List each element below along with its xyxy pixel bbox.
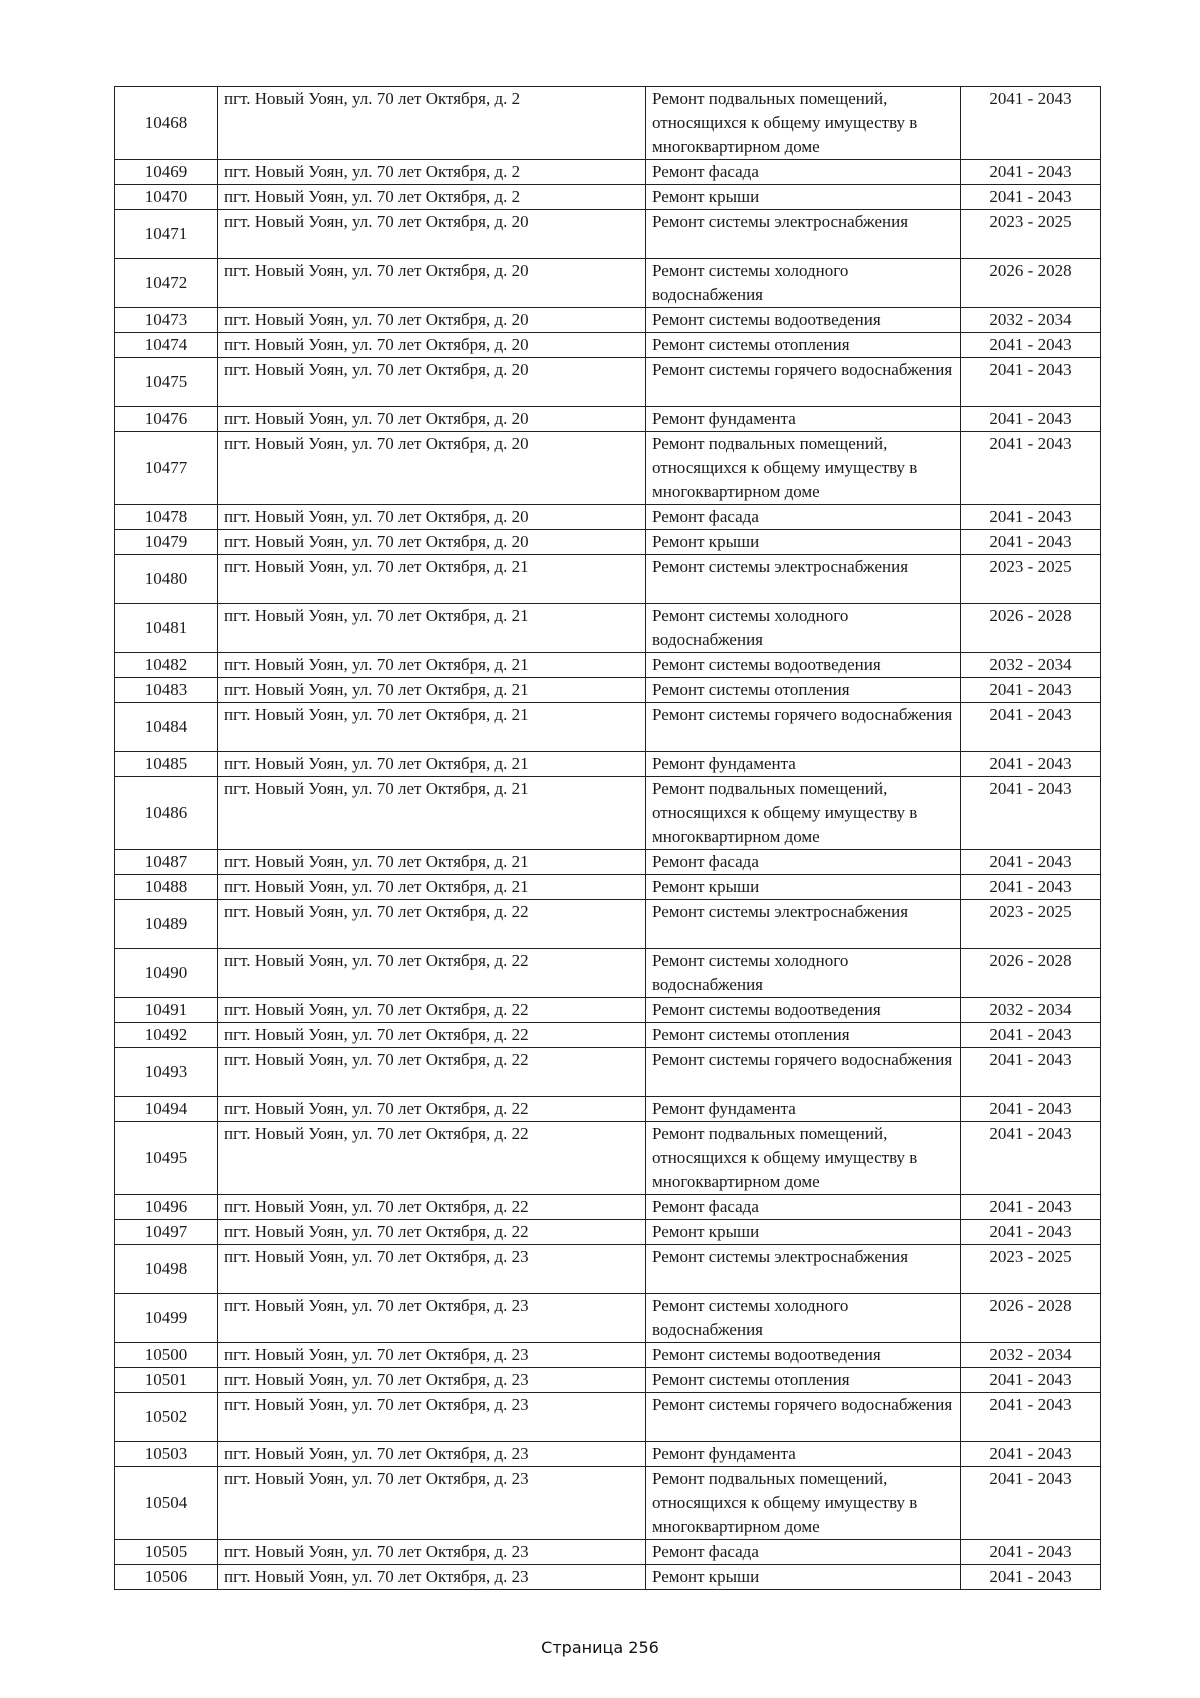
address-cell: пгт. Новый Уоян, ул. 70 лет Октября, д. 23 (218, 1343, 646, 1368)
row-number: 10481 (115, 604, 218, 653)
address-cell: пгт. Новый Уоян, ул. 70 лет Октября, д. 20 (218, 333, 646, 358)
period-cell: 2041 - 2043 (961, 185, 1101, 210)
row-number: 10490 (115, 949, 218, 998)
table-row (115, 1220, 1101, 1245)
table-row (115, 1294, 1101, 1343)
work-type-cell: Ремонт крыши (646, 875, 961, 900)
row-number: 10497 (115, 1220, 218, 1245)
table-row (115, 259, 1101, 308)
address-cell: пгт. Новый Уоян, ул. 70 лет Октября, д. 23 (218, 1442, 646, 1467)
address-cell: пгт. Новый Уоян, ул. 70 лет Октября, д. 20 (218, 210, 646, 259)
period-cell: 2041 - 2043 (961, 358, 1101, 407)
address-cell: пгт. Новый Уоян, ул. 70 лет Октября, д. 22 (218, 1195, 646, 1220)
work-type-cell: Ремонт крыши (646, 530, 961, 555)
table-row (115, 1368, 1101, 1393)
address-cell: пгт. Новый Уоян, ул. 70 лет Октября, д. 20 (218, 530, 646, 555)
period-cell: 2032 - 2034 (961, 308, 1101, 333)
period-cell: 2041 - 2043 (961, 1467, 1101, 1540)
work-type-cell: Ремонт фундамента (646, 752, 961, 777)
period-cell: 2041 - 2043 (961, 1097, 1101, 1122)
work-type-cell: Ремонт фундамента (646, 407, 961, 432)
address-cell: пгт. Новый Уоян, ул. 70 лет Октября, д. 21 (218, 653, 646, 678)
row-number: 10475 (115, 358, 218, 407)
address-cell: пгт. Новый Уоян, ул. 70 лет Октября, д. 22 (218, 1122, 646, 1195)
row-number: 10471 (115, 210, 218, 259)
work-type-cell: Ремонт системы холодного водоснабжения (646, 604, 961, 653)
address-cell: пгт. Новый Уоян, ул. 70 лет Октября, д. 22 (218, 1220, 646, 1245)
row-number: 10504 (115, 1467, 218, 1540)
period-cell: 2026 - 2028 (961, 604, 1101, 653)
work-type-cell: Ремонт системы горячего водоснабжения (646, 358, 961, 407)
page-number: Страница 256 (541, 1638, 659, 1657)
table-row (115, 1097, 1101, 1122)
work-type-cell: Ремонт подвальных помещений, относящихся к общему имуществу в многоквартирном доме (646, 777, 961, 850)
table-row (115, 678, 1101, 703)
table-row (115, 87, 1101, 160)
row-number: 10493 (115, 1048, 218, 1097)
table-row (115, 505, 1101, 530)
row-number: 10476 (115, 407, 218, 432)
row-number: 10483 (115, 678, 218, 703)
row-number: 10472 (115, 259, 218, 308)
row-number: 10479 (115, 530, 218, 555)
row-number: 10474 (115, 333, 218, 358)
address-cell: пгт. Новый Уоян, ул. 70 лет Октября, д. 20 (218, 432, 646, 505)
table-row (115, 1467, 1101, 1540)
work-type-cell: Ремонт системы горячего водоснабжения (646, 1048, 961, 1097)
period-cell: 2041 - 2043 (961, 777, 1101, 850)
period-cell: 2023 - 2025 (961, 210, 1101, 259)
period-cell: 2041 - 2043 (961, 1442, 1101, 1467)
address-cell: пгт. Новый Уоян, ул. 70 лет Октября, д. 22 (218, 949, 646, 998)
row-number: 10495 (115, 1122, 218, 1195)
row-number: 10480 (115, 555, 218, 604)
period-cell: 2023 - 2025 (961, 555, 1101, 604)
work-type-cell: Ремонт системы отопления (646, 1368, 961, 1393)
works-table (114, 86, 1101, 1590)
period-cell: 2041 - 2043 (961, 407, 1101, 432)
period-cell: 2041 - 2043 (961, 1048, 1101, 1097)
row-number: 10478 (115, 505, 218, 530)
table-row (115, 777, 1101, 850)
table-row (115, 1195, 1101, 1220)
address-cell: пгт. Новый Уоян, ул. 70 лет Октября, д. 23 (218, 1467, 646, 1540)
row-number: 10486 (115, 777, 218, 850)
address-cell: пгт. Новый Уоян, ул. 70 лет Октября, д. 22 (218, 1097, 646, 1122)
work-type-cell: Ремонт фасада (646, 1540, 961, 1565)
work-type-cell: Ремонт системы холодного водоснабжения (646, 259, 961, 308)
table-row (115, 358, 1101, 407)
row-number: 10505 (115, 1540, 218, 1565)
period-cell: 2032 - 2034 (961, 1343, 1101, 1368)
address-cell: пгт. Новый Уоян, ул. 70 лет Октября, д. 21 (218, 850, 646, 875)
table-row (115, 1442, 1101, 1467)
work-type-cell: Ремонт фасада (646, 850, 961, 875)
row-number: 10500 (115, 1343, 218, 1368)
row-number: 10506 (115, 1565, 218, 1590)
period-cell: 2041 - 2043 (961, 1023, 1101, 1048)
period-cell: 2032 - 2034 (961, 998, 1101, 1023)
period-cell: 2026 - 2028 (961, 949, 1101, 998)
row-number: 10502 (115, 1393, 218, 1442)
work-type-cell: Ремонт крыши (646, 185, 961, 210)
table-row (115, 900, 1101, 949)
row-number: 10498 (115, 1245, 218, 1294)
period-cell: 2041 - 2043 (961, 87, 1101, 160)
period-cell: 2041 - 2043 (961, 1368, 1101, 1393)
row-number: 10482 (115, 653, 218, 678)
table-row (115, 1122, 1101, 1195)
period-cell: 2041 - 2043 (961, 678, 1101, 703)
work-type-cell: Ремонт системы отопления (646, 333, 961, 358)
address-cell: пгт. Новый Уоян, ул. 70 лет Октября, д. 23 (218, 1540, 646, 1565)
work-type-cell: Ремонт системы водоотведения (646, 1343, 961, 1368)
table-row (115, 1245, 1101, 1294)
row-number: 10503 (115, 1442, 218, 1467)
address-cell: пгт. Новый Уоян, ул. 70 лет Октября, д. 2 (218, 87, 646, 160)
period-cell: 2041 - 2043 (961, 333, 1101, 358)
table-row (115, 998, 1101, 1023)
work-type-cell: Ремонт системы холодного водоснабжения (646, 1294, 961, 1343)
row-number: 10477 (115, 432, 218, 505)
row-number: 10494 (115, 1097, 218, 1122)
table-row (115, 1540, 1101, 1565)
row-number: 10488 (115, 875, 218, 900)
period-cell: 2041 - 2043 (961, 752, 1101, 777)
work-type-cell: Ремонт крыши (646, 1220, 961, 1245)
address-cell: пгт. Новый Уоян, ул. 70 лет Октября, д. 20 (218, 308, 646, 333)
work-type-cell: Ремонт системы электроснабжения (646, 1245, 961, 1294)
period-cell: 2023 - 2025 (961, 900, 1101, 949)
address-cell: пгт. Новый Уоян, ул. 70 лет Октября, д. 22 (218, 1048, 646, 1097)
address-cell: пгт. Новый Уоян, ул. 70 лет Октября, д. 21 (218, 875, 646, 900)
work-type-cell: Ремонт системы отопления (646, 678, 961, 703)
work-type-cell: Ремонт системы электроснабжения (646, 210, 961, 259)
period-cell: 2041 - 2043 (961, 1565, 1101, 1590)
address-cell: пгт. Новый Уоян, ул. 70 лет Октября, д. 23 (218, 1294, 646, 1343)
work-type-cell: Ремонт подвальных помещений, относящихся к общему имуществу в многоквартирном доме (646, 1467, 961, 1540)
row-number: 10501 (115, 1368, 218, 1393)
row-number: 10499 (115, 1294, 218, 1343)
period-cell: 2041 - 2043 (961, 505, 1101, 530)
address-cell: пгт. Новый Уоян, ул. 70 лет Октября, д. 22 (218, 1023, 646, 1048)
row-number: 10468 (115, 87, 218, 160)
table-row (115, 308, 1101, 333)
work-type-cell: Ремонт фундамента (646, 1442, 961, 1467)
work-type-cell: Ремонт фасада (646, 505, 961, 530)
period-cell: 2023 - 2025 (961, 1245, 1101, 1294)
table-row (115, 407, 1101, 432)
row-number: 10470 (115, 185, 218, 210)
row-number: 10485 (115, 752, 218, 777)
work-type-cell: Ремонт подвальных помещений, относящихся к общему имуществу в многоквартирном доме (646, 432, 961, 505)
address-cell: пгт. Новый Уоян, ул. 70 лет Октября, д. 21 (218, 703, 646, 752)
work-type-cell: Ремонт системы отопления (646, 1023, 961, 1048)
table-row (115, 1565, 1101, 1590)
table-row (115, 1393, 1101, 1442)
period-cell: 2041 - 2043 (961, 1540, 1101, 1565)
work-type-cell: Ремонт фасада (646, 1195, 961, 1220)
work-type-cell: Ремонт крыши (646, 1565, 961, 1590)
table-row (115, 530, 1101, 555)
address-cell: пгт. Новый Уоян, ул. 70 лет Октября, д. 21 (218, 604, 646, 653)
row-number: 10487 (115, 850, 218, 875)
work-type-cell: Ремонт фасада (646, 160, 961, 185)
period-cell: 2041 - 2043 (961, 703, 1101, 752)
row-number: 10491 (115, 998, 218, 1023)
table-row (115, 1048, 1101, 1097)
row-number: 10473 (115, 308, 218, 333)
address-cell: пгт. Новый Уоян, ул. 70 лет Октября, д. 21 (218, 777, 646, 850)
table-row (115, 653, 1101, 678)
work-type-cell: Ремонт системы холодного водоснабжения (646, 949, 961, 998)
address-cell: пгт. Новый Уоян, ул. 70 лет Октября, д. 21 (218, 752, 646, 777)
table-row (115, 949, 1101, 998)
period-cell: 2041 - 2043 (961, 1393, 1101, 1442)
work-type-cell: Ремонт системы водоотведения (646, 653, 961, 678)
address-cell: пгт. Новый Уоян, ул. 70 лет Октября, д. 20 (218, 407, 646, 432)
table-row (115, 185, 1101, 210)
work-type-cell: Ремонт системы горячего водоснабжения (646, 1393, 961, 1442)
period-cell: 2032 - 2034 (961, 653, 1101, 678)
address-cell: пгт. Новый Уоян, ул. 70 лет Октября, д. 22 (218, 900, 646, 949)
address-cell: пгт. Новый Уоян, ул. 70 лет Октября, д. 23 (218, 1393, 646, 1442)
period-cell: 2041 - 2043 (961, 875, 1101, 900)
table-row (115, 703, 1101, 752)
table-row (115, 432, 1101, 505)
address-cell: пгт. Новый Уоян, ул. 70 лет Октября, д. 21 (218, 678, 646, 703)
address-cell: пгт. Новый Уоян, ул. 70 лет Октября, д. 2 (218, 160, 646, 185)
table-row (115, 1343, 1101, 1368)
row-number: 10492 (115, 1023, 218, 1048)
work-type-cell: Ремонт подвальных помещений, относящихся к общему имуществу в многоквартирном доме (646, 87, 961, 160)
table-row (115, 555, 1101, 604)
period-cell: 2041 - 2043 (961, 850, 1101, 875)
table-body (115, 87, 1101, 1590)
work-type-cell: Ремонт системы электроснабжения (646, 900, 961, 949)
period-cell: 2041 - 2043 (961, 530, 1101, 555)
work-type-cell: Ремонт подвальных помещений, относящихся к общему имуществу в многоквартирном доме (646, 1122, 961, 1195)
table-row (115, 752, 1101, 777)
period-cell: 2026 - 2028 (961, 259, 1101, 308)
address-cell: пгт. Новый Уоян, ул. 70 лет Октября, д. 23 (218, 1368, 646, 1393)
work-type-cell: Ремонт системы водоотведения (646, 998, 961, 1023)
row-number: 10496 (115, 1195, 218, 1220)
address-cell: пгт. Новый Уоян, ул. 70 лет Октября, д. 2 (218, 185, 646, 210)
address-cell: пгт. Новый Уоян, ул. 70 лет Октября, д. 21 (218, 555, 646, 604)
table-row (115, 604, 1101, 653)
row-number: 10469 (115, 160, 218, 185)
period-cell: 2041 - 2043 (961, 1122, 1101, 1195)
table-row (115, 1023, 1101, 1048)
address-cell: пгт. Новый Уоян, ул. 70 лет Октября, д. 22 (218, 998, 646, 1023)
period-cell: 2041 - 2043 (961, 432, 1101, 505)
table-row (115, 333, 1101, 358)
address-cell: пгт. Новый Уоян, ул. 70 лет Октября, д. 20 (218, 358, 646, 407)
period-cell: 2026 - 2028 (961, 1294, 1101, 1343)
address-cell: пгт. Новый Уоян, ул. 70 лет Октября, д. 23 (218, 1565, 646, 1590)
address-cell: пгт. Новый Уоян, ул. 70 лет Октября, д. 20 (218, 259, 646, 308)
table-row (115, 160, 1101, 185)
table-row (115, 875, 1101, 900)
address-cell: пгт. Новый Уоян, ул. 70 лет Октября, д. 20 (218, 505, 646, 530)
row-number: 10489 (115, 900, 218, 949)
work-type-cell: Ремонт системы водоотведения (646, 308, 961, 333)
period-cell: 2041 - 2043 (961, 1220, 1101, 1245)
work-type-cell: Ремонт системы горячего водоснабжения (646, 703, 961, 752)
period-cell: 2041 - 2043 (961, 1195, 1101, 1220)
address-cell: пгт. Новый Уоян, ул. 70 лет Октября, д. 23 (218, 1245, 646, 1294)
work-type-cell: Ремонт системы электроснабжения (646, 555, 961, 604)
work-type-cell: Ремонт фундамента (646, 1097, 961, 1122)
period-cell: 2041 - 2043 (961, 160, 1101, 185)
table-row (115, 210, 1101, 259)
row-number: 10484 (115, 703, 218, 752)
table-row (115, 850, 1101, 875)
